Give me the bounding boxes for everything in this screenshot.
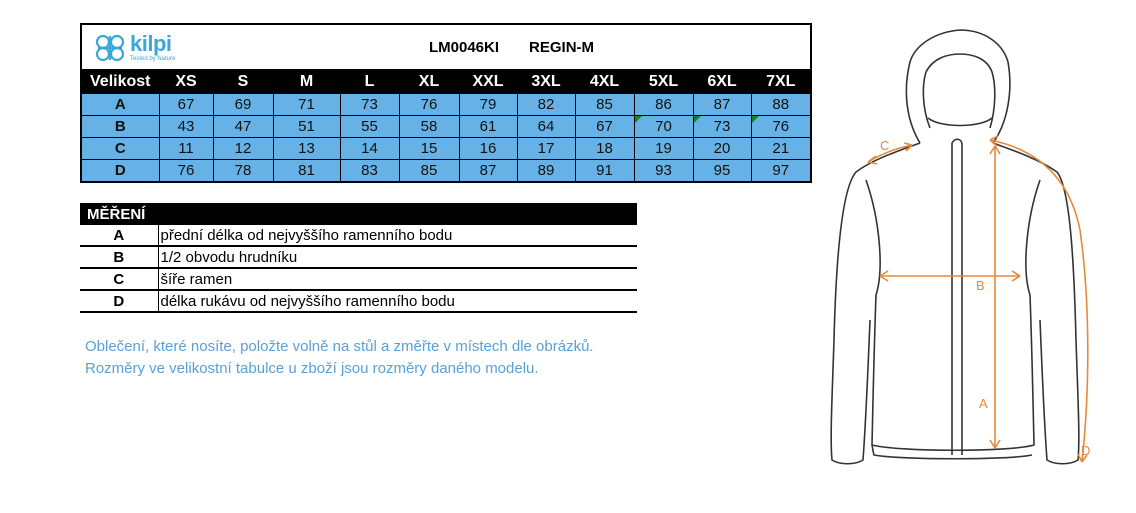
model-note: Rozměry ve velikostní tabulce u zboží jsou rozměry daného modelu. bbox=[85, 360, 539, 377]
table-cell: 64 bbox=[517, 116, 575, 138]
size-header-cell: 6XL bbox=[693, 70, 751, 94]
diagram-label-c: C bbox=[880, 138, 890, 153]
table-cell-value: 70 bbox=[655, 118, 672, 135]
knot-logo-icon bbox=[92, 31, 128, 65]
table-cell: 91 bbox=[575, 160, 634, 183]
table-row bbox=[81, 160, 811, 183]
table-cell: 55 bbox=[340, 116, 399, 138]
table-cell: 16 bbox=[459, 138, 517, 160]
table-cell: 95 bbox=[693, 160, 751, 183]
row-label: B bbox=[81, 116, 159, 138]
table-cell: 19 bbox=[634, 138, 693, 160]
table-cell: 67 bbox=[575, 116, 634, 138]
product-name: REGIN-M bbox=[529, 38, 595, 56]
measure-line-d bbox=[990, 140, 1091, 462]
size-header-row bbox=[81, 70, 811, 94]
size-header-cell: 3XL bbox=[517, 70, 575, 94]
table-cell: 21 bbox=[751, 138, 811, 160]
table-cell: 20 bbox=[693, 138, 751, 160]
table-cell bbox=[751, 116, 811, 138]
product-title bbox=[213, 24, 811, 70]
table-row bbox=[81, 94, 811, 116]
list-item bbox=[80, 225, 637, 246]
size-header-cell: 4XL bbox=[575, 70, 634, 94]
list-item bbox=[80, 290, 637, 312]
table-cell: 11 bbox=[159, 138, 213, 160]
table-cell: 78 bbox=[213, 160, 273, 183]
size-header-cell: 7XL bbox=[751, 70, 811, 94]
table-cell: 93 bbox=[634, 160, 693, 183]
table-cell: 15 bbox=[399, 138, 459, 160]
comment-marker-icon bbox=[752, 116, 759, 123]
size-header-cell: S bbox=[213, 70, 273, 94]
product-code: LM0046KI bbox=[428, 38, 500, 56]
table-cell: 14 bbox=[340, 138, 399, 160]
kilpi-logo bbox=[92, 31, 182, 65]
table-cell bbox=[634, 116, 693, 138]
measurement-key: C bbox=[80, 268, 158, 290]
table-cell: 87 bbox=[459, 160, 517, 183]
table-cell: 87 bbox=[693, 94, 751, 116]
table-cell: 12 bbox=[213, 138, 273, 160]
table-cell: 58 bbox=[399, 116, 459, 138]
table-cell: 17 bbox=[517, 138, 575, 160]
table-cell: 83 bbox=[340, 160, 399, 183]
measurement-description: délka rukávu od nejvyššího ramenního bodu bbox=[158, 290, 637, 312]
list-item bbox=[80, 246, 637, 268]
size-header-cell: L bbox=[340, 70, 399, 94]
size-header-cell: 5XL bbox=[634, 70, 693, 94]
table-cell: 79 bbox=[459, 94, 517, 116]
table-cell: 43 bbox=[159, 116, 213, 138]
measurement-lines bbox=[868, 136, 1091, 462]
table-cell: 89 bbox=[517, 160, 575, 183]
comment-marker-icon bbox=[694, 116, 701, 123]
table-cell: 85 bbox=[399, 160, 459, 183]
row-label: C bbox=[81, 138, 159, 160]
measurement-key: B bbox=[80, 246, 158, 268]
table-cell-value: 76 bbox=[772, 118, 790, 135]
table-cell: 76 bbox=[159, 160, 213, 183]
size-chart-table bbox=[80, 23, 812, 183]
instruction-note: Oblečení, které nosíte, položte volně na stůl a změřte v místech dle obrázků. bbox=[85, 338, 594, 355]
logo-wordmark: kilpi bbox=[130, 31, 172, 56]
size-header-cell: XS bbox=[159, 70, 213, 94]
table-cell: 13 bbox=[273, 138, 340, 160]
table-cell: 86 bbox=[634, 94, 693, 116]
row-label: A bbox=[81, 94, 159, 116]
logo-tagline: Tested by Nature bbox=[130, 56, 176, 62]
measurement-heading: MĚŘENÍ bbox=[80, 203, 637, 225]
table-cell: 82 bbox=[517, 94, 575, 116]
size-header-cell: M bbox=[273, 70, 340, 94]
list-item bbox=[80, 268, 637, 290]
size-header-cell: XXL bbox=[459, 70, 517, 94]
table-cell: 67 bbox=[159, 94, 213, 116]
diagram-label-b: B bbox=[976, 278, 985, 293]
measurement-heading-row bbox=[80, 203, 637, 225]
measurement-description: šíře ramen bbox=[158, 268, 637, 290]
size-corner-label: Velikost bbox=[81, 70, 159, 94]
table-cell: 88 bbox=[751, 94, 811, 116]
brand-logo-cell bbox=[81, 24, 213, 70]
table-cell: 85 bbox=[575, 94, 634, 116]
table-cell-value: 73 bbox=[713, 118, 731, 135]
table-title-row bbox=[81, 24, 811, 70]
table-cell bbox=[693, 116, 751, 138]
table-cell: 73 bbox=[340, 94, 399, 116]
row-label: D bbox=[81, 160, 159, 183]
measurement-description: přední délka od nejvyššího ramenního bodu bbox=[158, 225, 637, 246]
comment-marker-icon bbox=[635, 116, 642, 123]
measurement-key: A bbox=[80, 225, 158, 246]
table-cell: 97 bbox=[751, 160, 811, 183]
measurement-description: 1/2 obvodu hrudníku bbox=[158, 246, 637, 268]
table-cell: 51 bbox=[273, 116, 340, 138]
table-cell: 71 bbox=[273, 94, 340, 116]
table-row bbox=[81, 116, 811, 138]
table-cell: 81 bbox=[273, 160, 340, 183]
diagram-label-a: A bbox=[979, 396, 988, 411]
table-cell: 69 bbox=[213, 94, 273, 116]
measurement-legend bbox=[80, 203, 637, 313]
table-cell: 47 bbox=[213, 116, 273, 138]
jacket-outline bbox=[831, 30, 1079, 464]
size-header-cell: XL bbox=[399, 70, 459, 94]
table-row bbox=[81, 138, 811, 160]
jacket-measurement-diagram bbox=[815, 22, 1115, 482]
table-cell: 18 bbox=[575, 138, 634, 160]
diagram-label-d: D bbox=[1081, 443, 1091, 458]
table-cell: 76 bbox=[399, 94, 459, 116]
measurement-key: D bbox=[80, 290, 158, 312]
table-cell: 61 bbox=[459, 116, 517, 138]
